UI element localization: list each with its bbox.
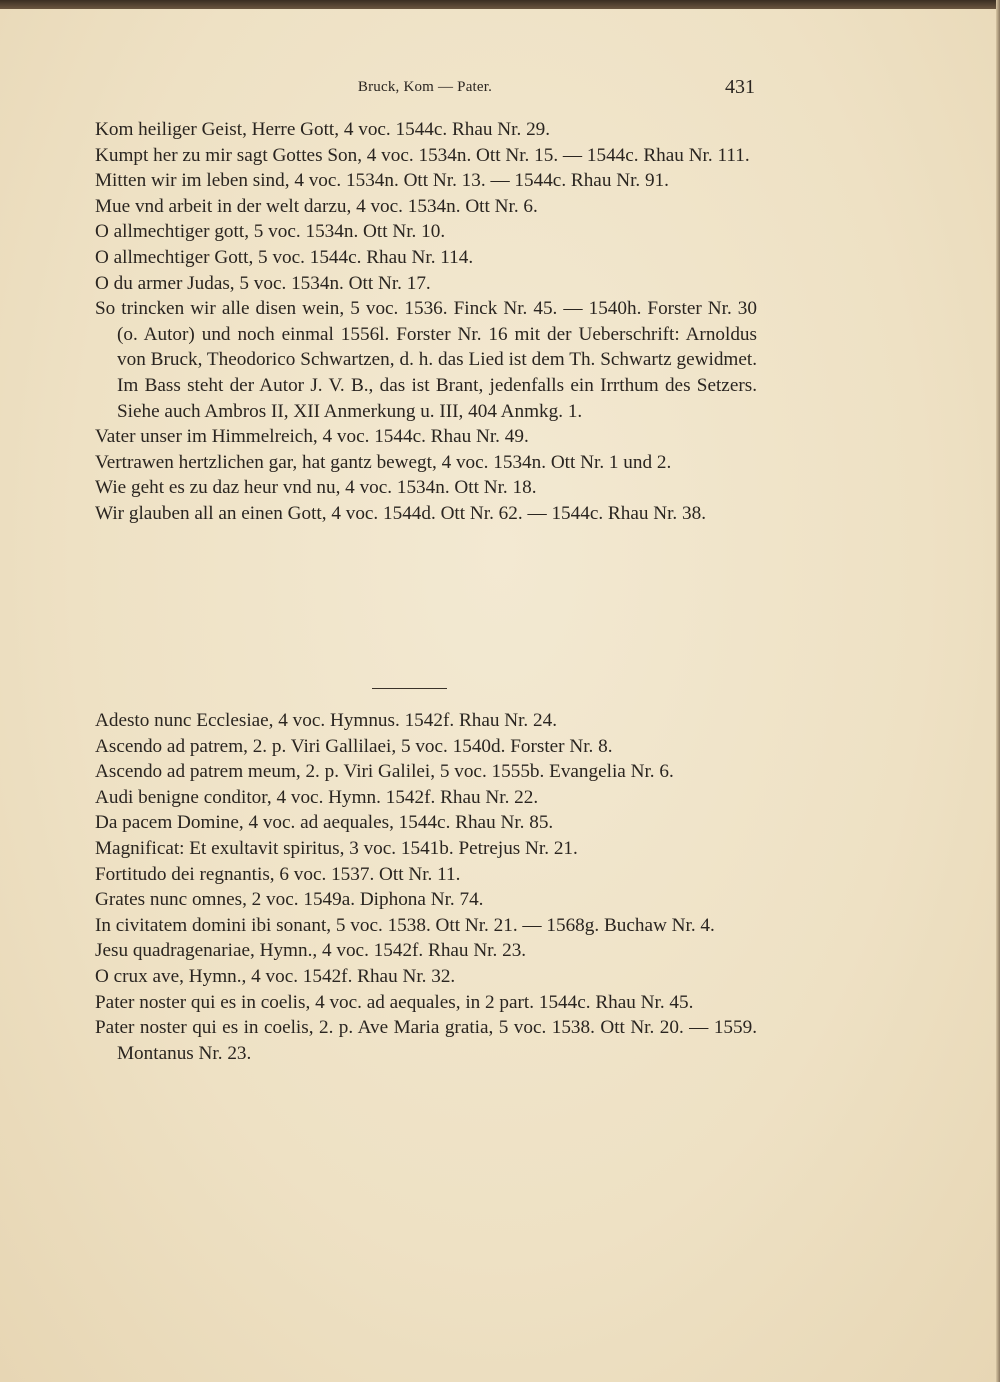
list-item: Jesu quadragenariae, Hymn., 4 voc. 1542f. Rhau Nr. 23.: [95, 940, 527, 962]
entry-list-latin: [95, 708, 757, 1066]
list-item: Kumpt her zu mir sagt Gottes Son, 4 voc. 1534n. Ott Nr. 15. — 1544c. Rhau Nr. 111.: [95, 144, 750, 166]
page-header: [95, 76, 755, 106]
list-item: Wie geht es zu daz heur vnd nu, 4 voc. 1534n. Ott Nr. 18.: [95, 477, 537, 499]
list-item: Magnificat: Et exultavit spiritus, 3 voc. 1541b. Petrejus Nr. 21.: [95, 837, 578, 859]
list-item: O du armer Judas, 5 voc. 1534n. Ott Nr. 17.: [95, 272, 431, 294]
list-item: Mitten wir im leben sind, 4 voc. 1534n. Ott Nr. 13. — 1544c. Rhau Nr. 91.: [95, 170, 669, 192]
list-item: Da pacem Domine, 4 voc. ad aequales, 1544c. Rhau Nr. 85.: [95, 812, 554, 834]
list-item: Vater unser im Himmelreich, 4 voc. 1544c. Rhau Nr. 49.: [95, 426, 529, 448]
list-item: Ascendo ad patrem meum, 2. p. Viri Galilei, 5 voc. 1555b. Evangelia Nr. 6.: [95, 761, 674, 783]
list-item: Wir glauben all an einen Gott, 4 voc. 1544d. Ott Nr. 62. — 1544c. Rhau Nr. 38.: [95, 502, 706, 524]
list-item: Vertrawen hertzlichen gar, hat gantz bewegt, 4 voc. 1534n. Ott Nr. 1 und 2.: [95, 451, 672, 473]
list-item: O crux ave, Hymn., 4 voc. 1542f. Rhau Nr. 32.: [95, 965, 456, 987]
list-item: O allmechtiger gott, 5 voc. 1534n. Ott Nr. 10.: [95, 221, 446, 243]
list-item: Pater noster qui es in coelis, 4 voc. ad aequales, in 2 part. 1544c. Rhau Nr. 45.: [95, 991, 694, 1013]
list-item: In civitatem domini ibi sonant, 5 voc. 1538. Ott Nr. 21. — 1568g. Buchaw Nr. 4.: [95, 914, 715, 936]
entry-list-german: [95, 117, 757, 527]
list-item: Adesto nunc Ecclesiae, 4 voc. Hymnus. 1542f. Rhau Nr. 24.: [95, 710, 558, 731]
list-item: Audi benigne conditor, 4 voc. Hymn. 1542f. Rhau Nr. 22.: [95, 786, 539, 808]
list-item: Ascendo ad patrem, 2. p. Viri Gallilaei, 5 voc. 1540d. Forster Nr. 8.: [95, 735, 613, 757]
scan-top-edge: [0, 0, 1000, 9]
running-head: Bruck, Kom — Pater.: [357, 79, 493, 95]
section-divider: [372, 688, 447, 689]
list-item: So trincken wir alle disen wein, 5 voc. 1536. Finck Nr. 45. — 1540h. Forster Nr. 30 (o. Autor) und noch einmal 1556l. Forster Nr. 16 mit der Ueberschrift: Arnoldus von Bruck, Theodorico Schwartzen, d. h. das Lied ist dem Th. Schwartz gewidmet. Im Bass steht der Autor J. V. B., das ist Brant, jedenfalls ein Irrthum des Setzers. Siehe auch Ambros II, XII Anmerkung u. III, 404 Anmkg. 1.: [95, 298, 757, 422]
scan-right-edge: [996, 0, 1000, 1382]
list-item: Mue vnd arbeit in der welt darzu, 4 voc. 1534n. Ott Nr. 6.: [95, 195, 538, 217]
list-item: Fortitudo dei regnantis, 6 voc. 1537. Ott Nr. 11.: [95, 863, 461, 885]
page-number: 431: [725, 76, 755, 98]
list-item: Pater noster qui es in coelis, 2. p. Ave Maria gratia, 5 voc. 1538. Ott Nr. 20. — 1559. Montanus Nr. 23.: [95, 1017, 757, 1064]
list-item: O allmechtiger Gott, 5 voc. 1544c. Rhau Nr. 114.: [95, 246, 474, 268]
list-item: Grates nunc omnes, 2 voc. 1549a. Diphona Nr. 74.: [95, 889, 484, 911]
list-item: Kom heiliger Geist, Herre Gott, 4 voc. 1544c. Rhau Nr. 29.: [95, 119, 551, 140]
